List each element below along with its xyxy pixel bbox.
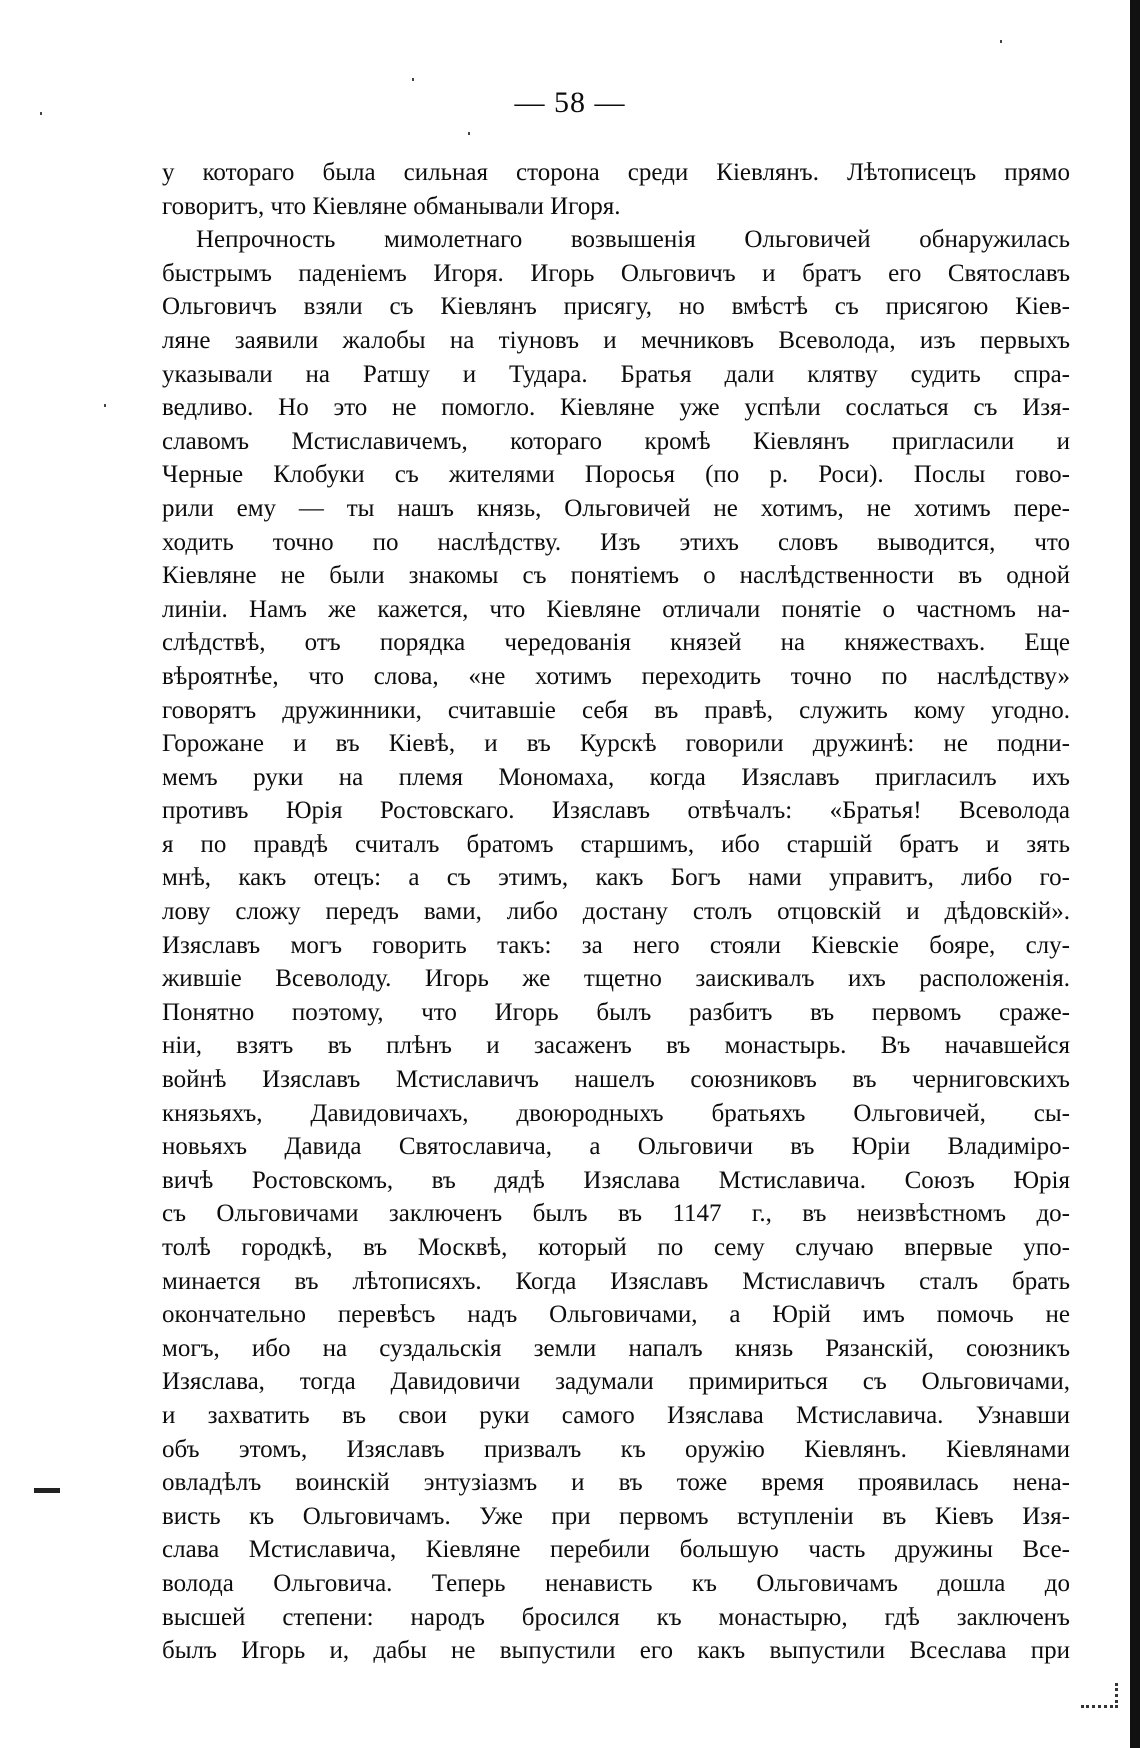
text-line: Изяслава, тогда Давидовичи задумали примириться съ Ольговичами, bbox=[162, 1368, 1070, 1396]
text-line: могъ, ибо на суздальскія земли напалъ князь Рязанскій, союзникъ bbox=[162, 1334, 1070, 1362]
text-line: войнѣ Изяславъ Мстиславичъ нашелъ союзниковъ въ черниговскихъ bbox=[162, 1066, 1070, 1094]
text-line: высшей степени: народъ бросился къ монастырю, гдѣ заключенъ bbox=[162, 1603, 1070, 1631]
ink-mark bbox=[34, 1488, 60, 1493]
text-line: мемъ руки на племя Мономаха, когда Изяславъ пригласилъ ихъ bbox=[162, 763, 1070, 791]
text-line: слѣдствѣ, отъ порядка чередованія князей на княжествахъ. Еще bbox=[162, 629, 1070, 657]
text-line: висть къ Ольговичамъ. Уже при первомъ вступленіи въ Кіевъ Изя- bbox=[162, 1502, 1070, 1530]
text-line: вѣроятнѣе, что слова, «не хотимъ переходить точно по наслѣдству» bbox=[162, 662, 1070, 690]
text-line: ніи, взятъ въ плѣнъ и засаженъ въ монастырь. Въ начавшейся bbox=[162, 1032, 1070, 1060]
paper-speck bbox=[1000, 40, 1002, 43]
body-text bbox=[162, 156, 1070, 1668]
text-line: слава Мстиславича, Кіевляне перебили большую часть дружины Все- bbox=[162, 1536, 1070, 1564]
text-line: Непрочность мимолетнаго возвышенія Ольговичей обнаружилась bbox=[196, 226, 1070, 254]
text-line: объ этомъ, Изяславъ призвалъ къ оружію Кіевлянъ. Кіевлянами bbox=[162, 1435, 1070, 1463]
text-line: минается въ лѣтописяхъ. Когда Изяславъ Мстиславичъ сталъ брать bbox=[162, 1267, 1070, 1295]
text-line: ведливо. Но это не помогло. Кіевляне уже успѣли сослаться съ Изя- bbox=[162, 394, 1070, 422]
text-line: Ольговичъ взяли съ Кіевлянъ присягу, но вмѣстѣ съ присягою Кіев- bbox=[162, 293, 1070, 321]
page-number: — 58 — bbox=[514, 86, 626, 119]
text-line: говоритъ, что Кіевляне обманывали Игоря. bbox=[162, 192, 621, 220]
text-line: Кіевляне не были знакомы съ понятіемъ о наслѣдственности въ одной bbox=[162, 562, 1070, 590]
paper-speck bbox=[40, 112, 42, 115]
text-line: славомъ Мстиславичемъ, котораго кромѣ Кіевлянъ пригласили и bbox=[162, 427, 1070, 455]
text-line: противъ Юрія Ростовскаго. Изяславъ отвѣчалъ: «Братья! Всеволода bbox=[162, 797, 1070, 825]
paper-speck bbox=[412, 78, 414, 81]
text-line: съ Ольговичами заключенъ былъ въ 1147 г., въ неизвѣстномъ до- bbox=[162, 1200, 1070, 1228]
text-line: толѣ городкѣ, въ Москвѣ, который по сему случаю впервые упо- bbox=[162, 1234, 1070, 1261]
text-line: линіи. Намъ же кажется, что Кіевляне отличали понятіе о частномъ на- bbox=[162, 595, 1070, 623]
text-line: быстрымъ паденіемъ Игоря. Игорь Ольговичъ и братъ его Святославъ bbox=[162, 259, 1070, 287]
text-line: Понятно поэтому, что Игорь былъ разбитъ въ первомъ сраже- bbox=[162, 998, 1070, 1026]
text-line: у котораго была сильная сторона среди Кіевлянъ. Лѣтописецъ прямо bbox=[162, 159, 1070, 186]
paper-speck bbox=[468, 132, 470, 135]
text-line: ляне заявили жалобы на тіуновъ и мечниковъ Всеволода, изъ первыхъ bbox=[162, 326, 1070, 354]
text-line: я по правдѣ считалъ братомъ старшимъ, ибо старшій братъ и зять bbox=[162, 830, 1070, 858]
text-line: Черные Клобуки съ жителями Поросья (по р. Роси). Послы гово- bbox=[162, 461, 1070, 489]
text-line: князьяхъ, Давидовичахъ, двоюродныхъ братьяхъ Ольговичей, сы- bbox=[162, 1099, 1070, 1127]
text-line: Горожане и въ Кіевѣ, и въ Курскѣ говорили дружинѣ: не подни- bbox=[162, 730, 1070, 758]
text-line: ходить точно по наслѣдству. Изъ этихъ словъ выводится, что bbox=[162, 528, 1070, 556]
text-line: жившіе Всеволоду. Игорь же тщетно заискивалъ ихъ расположенія. bbox=[162, 965, 1070, 993]
text-line: вичѣ Ростовскомъ, въ дядѣ Изяслава Мстиславича. Союзъ Юрія bbox=[162, 1166, 1070, 1194]
text-line: рили ему — ты нашъ князь, Ольговичей не хотимъ, не хотимъ пере- bbox=[162, 494, 1070, 522]
text-line: лову сложу передъ вами, либо достану столъ отцовскій и дѣдовскій». bbox=[162, 898, 1070, 926]
text-line: былъ Игорь и, дабы не выпустили его какъ выпустили Всеслава при bbox=[162, 1637, 1070, 1665]
text-line: волода Ольговича. Теперь ненависть къ Ольговичамъ дошла до bbox=[162, 1569, 1070, 1597]
text-line: овладѣлъ воинскій энтузіазмъ и въ тоже время проявилась нена- bbox=[162, 1469, 1070, 1497]
text-line: новьяхъ Давида Святославича, а Ольговичи въ Юріи Владиміро- bbox=[162, 1133, 1070, 1161]
text-line: мнѣ, какъ отецъ: а съ этимъ, какъ Богъ нами управитъ, либо го- bbox=[162, 864, 1070, 892]
text-line: указывали на Ратшу и Тудара. Братья дали клятву судить спра- bbox=[162, 360, 1070, 388]
text-line: говорятъ дружинники, считавшіе себя въ правѣ, служить кому угодно. bbox=[162, 696, 1070, 724]
text-line: окончательно перевѣсъ надъ Ольговичами, а Юрій имъ помочь не bbox=[162, 1301, 1070, 1329]
ink-blot bbox=[1081, 1683, 1118, 1708]
text-line: и захватить въ свои руки самого Изяслава Мстиславича. Узнавши bbox=[162, 1401, 1070, 1429]
text-line: Изяславъ могъ говорить такъ: за него стояли Кіевскіе бояре, слу- bbox=[162, 931, 1070, 959]
page-edge-shadow bbox=[1130, 0, 1140, 1748]
paper-speck bbox=[104, 404, 106, 407]
